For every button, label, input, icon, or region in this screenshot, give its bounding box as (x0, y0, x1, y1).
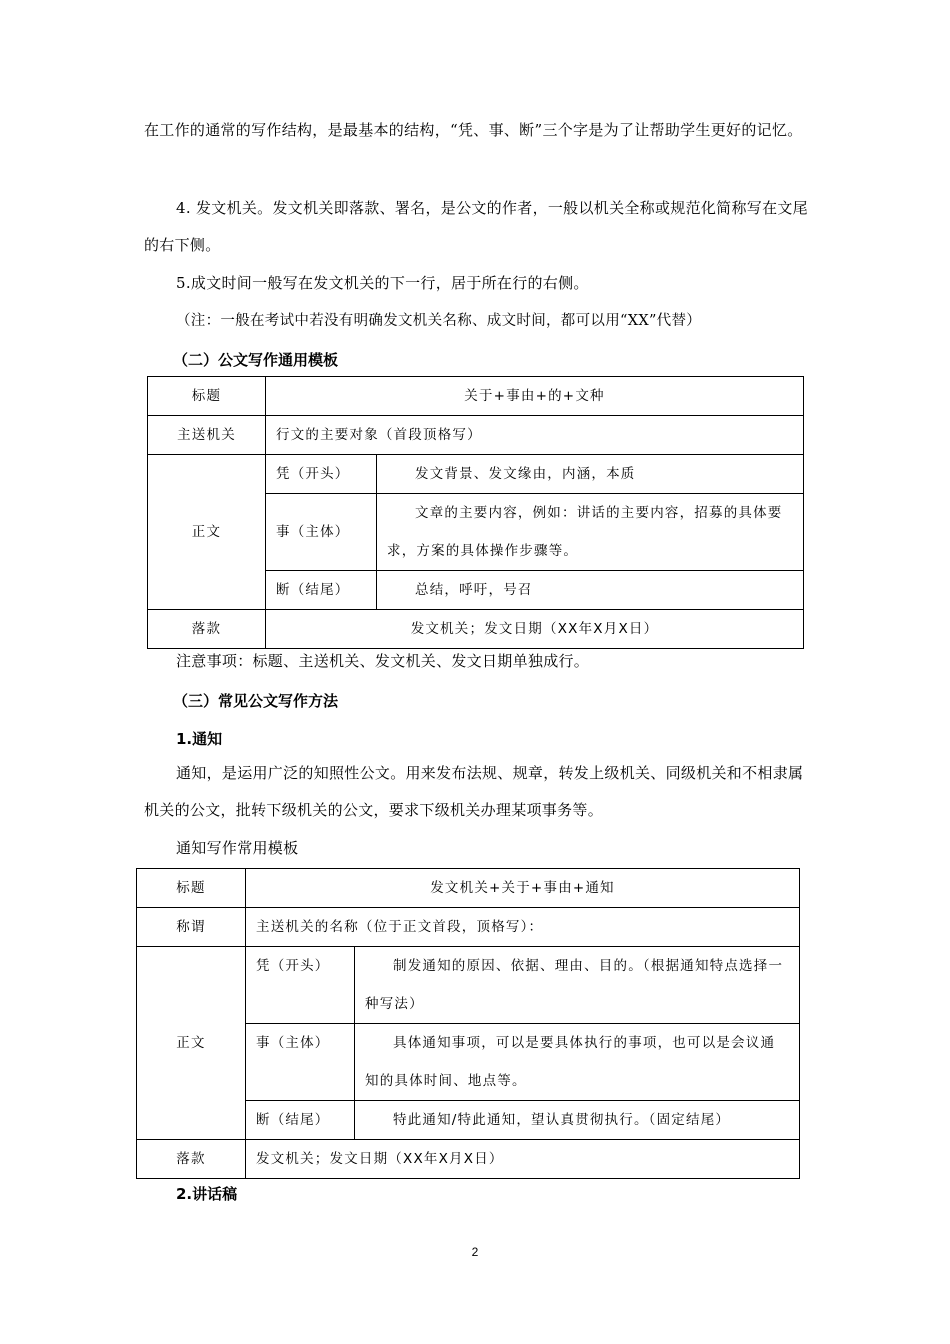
body-label-cell: 正文 (137, 947, 246, 1140)
row-value-cell: 具体通知事项，可以是要具体执行的事项，也可以是会议通知的具体时间、地点等。 (355, 1024, 800, 1101)
salutation-label-cell: 称谓 (137, 908, 246, 947)
title-label-cell: 标题 (148, 377, 266, 416)
page-number: 2 (471, 1245, 479, 1259)
recipient-value-cell: 行文的主要对象（首段顶格写） (266, 416, 804, 455)
signature-value-cell: 发文机关；发文日期（XX年X月X日） (246, 1140, 800, 1179)
signature-value-cell: 发文机关；发文日期（XX年X月X日） (266, 610, 804, 649)
row-value-cell: 发文背景、发文缘由，内涵，本质 (377, 455, 804, 494)
table-row (137, 908, 800, 947)
intro-paragraph-1: 在工作的通常的写作结构，是最基本的结构，“凭、事、断”三个字是为了让帮助学生更好的记忆。 (144, 121, 803, 139)
row-label-cell: 断（结尾） (246, 1101, 355, 1140)
table-row (148, 416, 804, 455)
row-label-cell: 事（主体） (266, 494, 377, 571)
title-value-cell: 发文机关+关于+事由+通知 (246, 869, 800, 908)
row-label-cell: 凭（开头） (266, 455, 377, 494)
row-value-cell: 总结，呼吁，号召 (377, 571, 804, 610)
intro-paragraph-2: 4. 发文机关。发文机关即落款、署名，是公文的作者，一般以机关全称或规范化简称写在文尾的右下侧。 (144, 199, 808, 254)
attention-note: 注意事项：标题、主送机关、发文机关、发文日期单独成行。 (176, 652, 590, 670)
notice-paragraph: 通知，是运用广泛的知照性公文。用来发布法规、规章，转发上级机关、同级机关和不相隶属机关的公文，批转下级机关的公文，要求下级机关办理某项事务等。 (144, 764, 804, 819)
row-label-cell: 断（结尾） (266, 571, 377, 610)
recipient-label-cell: 主送机关 (148, 416, 266, 455)
row-label-cell: 凭（开头） (246, 947, 355, 1024)
subsection-heading-speech: 2.讲话稿 (176, 1185, 238, 1203)
table-row (137, 947, 800, 1024)
salutation-value-cell: 主送机关的名称（位于正文首段，顶格写）： (246, 908, 800, 947)
table-row (148, 455, 804, 494)
notice-template-table (136, 868, 800, 1179)
body-label-cell: 正文 (148, 455, 266, 610)
subsection-heading-notice: 1.通知 (176, 730, 223, 748)
title-label-cell: 标题 (137, 869, 246, 908)
row-label-cell: 事（主体） (246, 1024, 355, 1101)
row-value-cell: 制发通知的原因、依据、理由、目的。（根据通知特点选择一种写法） (355, 947, 800, 1024)
intro-paragraph-3: 5.成文时间一般写在发文机关的下一行，居于所在行的右侧。 (176, 274, 589, 292)
table-row (137, 1140, 800, 1179)
row-value-cell: 文章的主要内容，例如：讲话的主要内容，招募的具体要求，方案的具体操作步骤等。 (377, 494, 804, 571)
section-heading-methods: （三）常见公文写作方法 (173, 692, 339, 710)
section-heading-template: （二）公文写作通用模板 (173, 351, 339, 369)
title-value-cell: 关于+事由+的+文种 (266, 377, 804, 416)
table-row (148, 377, 804, 416)
general-template-table (147, 376, 804, 649)
table-row (137, 869, 800, 908)
notice-template-label: 通知写作常用模板 (176, 839, 299, 857)
intro-note: （注：一般在考试中若没有明确发文机关名称、成文时间，都可以用“XX”代替） (176, 313, 702, 329)
row-value-cell: 特此通知/特此通知，望认真贯彻执行。（固定结尾） (355, 1101, 800, 1140)
signature-label-cell: 落款 (148, 610, 266, 649)
signature-label-cell: 落款 (137, 1140, 246, 1179)
